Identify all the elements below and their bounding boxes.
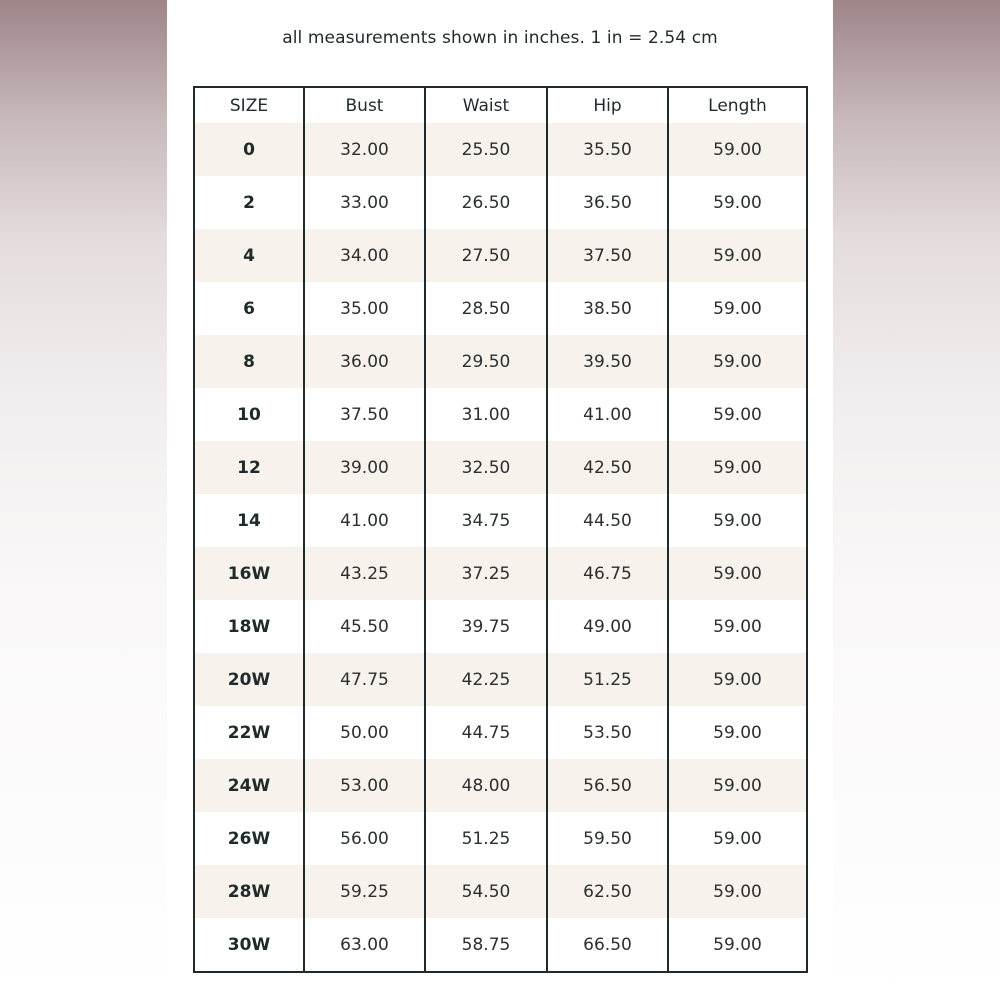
waist-cell: 58.75 bbox=[425, 918, 547, 972]
bust-cell: 53.00 bbox=[304, 759, 425, 812]
bust-cell: 63.00 bbox=[304, 918, 425, 972]
table-row bbox=[194, 865, 807, 918]
waist-cell: 28.50 bbox=[425, 282, 547, 335]
length-cell: 59.00 bbox=[668, 759, 807, 812]
bust-cell: 45.50 bbox=[304, 600, 425, 653]
hip-cell: 46.75 bbox=[547, 547, 668, 600]
length-cell: 59.00 bbox=[668, 547, 807, 600]
waist-cell: 44.75 bbox=[425, 706, 547, 759]
length-cell: 59.00 bbox=[668, 653, 807, 706]
waist-cell: 34.75 bbox=[425, 494, 547, 547]
table-row bbox=[194, 653, 807, 706]
bust-cell: 47.75 bbox=[304, 653, 425, 706]
table-row bbox=[194, 282, 807, 335]
size-chart-panel bbox=[167, 0, 833, 1000]
length-cell: 59.00 bbox=[668, 706, 807, 759]
hip-cell: 36.50 bbox=[547, 176, 668, 229]
bust-cell: 36.00 bbox=[304, 335, 425, 388]
measurement-note: all measurements shown in inches. 1 in = 2.54 cm bbox=[282, 28, 718, 48]
length-cell: 59.00 bbox=[668, 918, 807, 972]
table-row bbox=[194, 706, 807, 759]
header-row bbox=[194, 87, 807, 123]
length-cell: 59.00 bbox=[668, 229, 807, 282]
size-cell: 30W bbox=[194, 918, 304, 972]
hip-cell: 56.50 bbox=[547, 759, 668, 812]
waist-cell: 51.25 bbox=[425, 812, 547, 865]
hip-cell: 37.50 bbox=[547, 229, 668, 282]
table-row bbox=[194, 388, 807, 441]
hip-cell: 39.50 bbox=[547, 335, 668, 388]
size-cell: 10 bbox=[194, 388, 304, 441]
length-cell: 59.00 bbox=[668, 441, 807, 494]
bust-cell: 41.00 bbox=[304, 494, 425, 547]
waist-cell: 42.25 bbox=[425, 653, 547, 706]
waist-cell: 25.50 bbox=[425, 123, 547, 176]
table-row bbox=[194, 123, 807, 176]
table-row bbox=[194, 600, 807, 653]
length-cell: 59.00 bbox=[668, 388, 807, 441]
table-row bbox=[194, 441, 807, 494]
length-cell: 59.00 bbox=[668, 123, 807, 176]
length-cell: 59.00 bbox=[668, 812, 807, 865]
hip-cell: 41.00 bbox=[547, 388, 668, 441]
size-cell: 20W bbox=[194, 653, 304, 706]
size-cell: 18W bbox=[194, 600, 304, 653]
waist-cell: 54.50 bbox=[425, 865, 547, 918]
bust-cell: 59.25 bbox=[304, 865, 425, 918]
header-bust: Bust bbox=[304, 87, 425, 123]
size-chart-table bbox=[193, 86, 808, 973]
waist-cell: 48.00 bbox=[425, 759, 547, 812]
hip-cell: 42.50 bbox=[547, 441, 668, 494]
size-cell: 6 bbox=[194, 282, 304, 335]
bust-cell: 35.00 bbox=[304, 282, 425, 335]
bust-cell: 43.25 bbox=[304, 547, 425, 600]
size-cell: 26W bbox=[194, 812, 304, 865]
bust-cell: 34.00 bbox=[304, 229, 425, 282]
header-hip: Hip bbox=[547, 87, 668, 123]
size-cell: 14 bbox=[194, 494, 304, 547]
size-cell: 4 bbox=[194, 229, 304, 282]
waist-cell: 27.50 bbox=[425, 229, 547, 282]
length-cell: 59.00 bbox=[668, 600, 807, 653]
hip-cell: 49.00 bbox=[547, 600, 668, 653]
length-cell: 59.00 bbox=[668, 282, 807, 335]
header-size: SIZE bbox=[229, 95, 269, 116]
bust-cell: 56.00 bbox=[304, 812, 425, 865]
bust-cell: 33.00 bbox=[304, 176, 425, 229]
length-cell: 59.00 bbox=[668, 865, 807, 918]
waist-cell: 31.00 bbox=[425, 388, 547, 441]
table-row bbox=[194, 812, 807, 865]
length-cell: 59.00 bbox=[668, 335, 807, 388]
waist-cell: 32.50 bbox=[425, 441, 547, 494]
size-cell: 28W bbox=[194, 865, 304, 918]
hip-cell: 38.50 bbox=[547, 282, 668, 335]
hip-cell: 62.50 bbox=[547, 865, 668, 918]
bust-cell: 32.00 bbox=[304, 123, 425, 176]
size-cell: 2 bbox=[194, 176, 304, 229]
table-row bbox=[194, 759, 807, 812]
size-cell: 16W bbox=[194, 547, 304, 600]
length-cell: 59.00 bbox=[668, 494, 807, 547]
hip-cell: 59.50 bbox=[547, 812, 668, 865]
bust-cell: 39.00 bbox=[304, 441, 425, 494]
waist-cell: 29.50 bbox=[425, 335, 547, 388]
table-body bbox=[194, 123, 807, 972]
hip-cell: 51.25 bbox=[547, 653, 668, 706]
table-row bbox=[194, 547, 807, 600]
table-row bbox=[194, 494, 807, 547]
table-row bbox=[194, 335, 807, 388]
table-row bbox=[194, 918, 807, 972]
table-row bbox=[194, 229, 807, 282]
header-waist: Waist bbox=[425, 87, 547, 123]
bust-cell: 37.50 bbox=[304, 388, 425, 441]
table-row bbox=[194, 176, 807, 229]
length-cell: 59.00 bbox=[668, 176, 807, 229]
size-cell: 8 bbox=[194, 335, 304, 388]
size-cell: 0 bbox=[194, 123, 304, 176]
waist-cell: 39.75 bbox=[425, 600, 547, 653]
size-cell: 22W bbox=[194, 706, 304, 759]
hip-cell: 35.50 bbox=[547, 123, 668, 176]
header-length: Length bbox=[668, 87, 807, 123]
size-cell: 12 bbox=[194, 441, 304, 494]
size-cell: 24W bbox=[194, 759, 304, 812]
waist-cell: 37.25 bbox=[425, 547, 547, 600]
bust-cell: 50.00 bbox=[304, 706, 425, 759]
hip-cell: 53.50 bbox=[547, 706, 668, 759]
hip-cell: 44.50 bbox=[547, 494, 668, 547]
waist-cell: 26.50 bbox=[425, 176, 547, 229]
hip-cell: 66.50 bbox=[547, 918, 668, 972]
